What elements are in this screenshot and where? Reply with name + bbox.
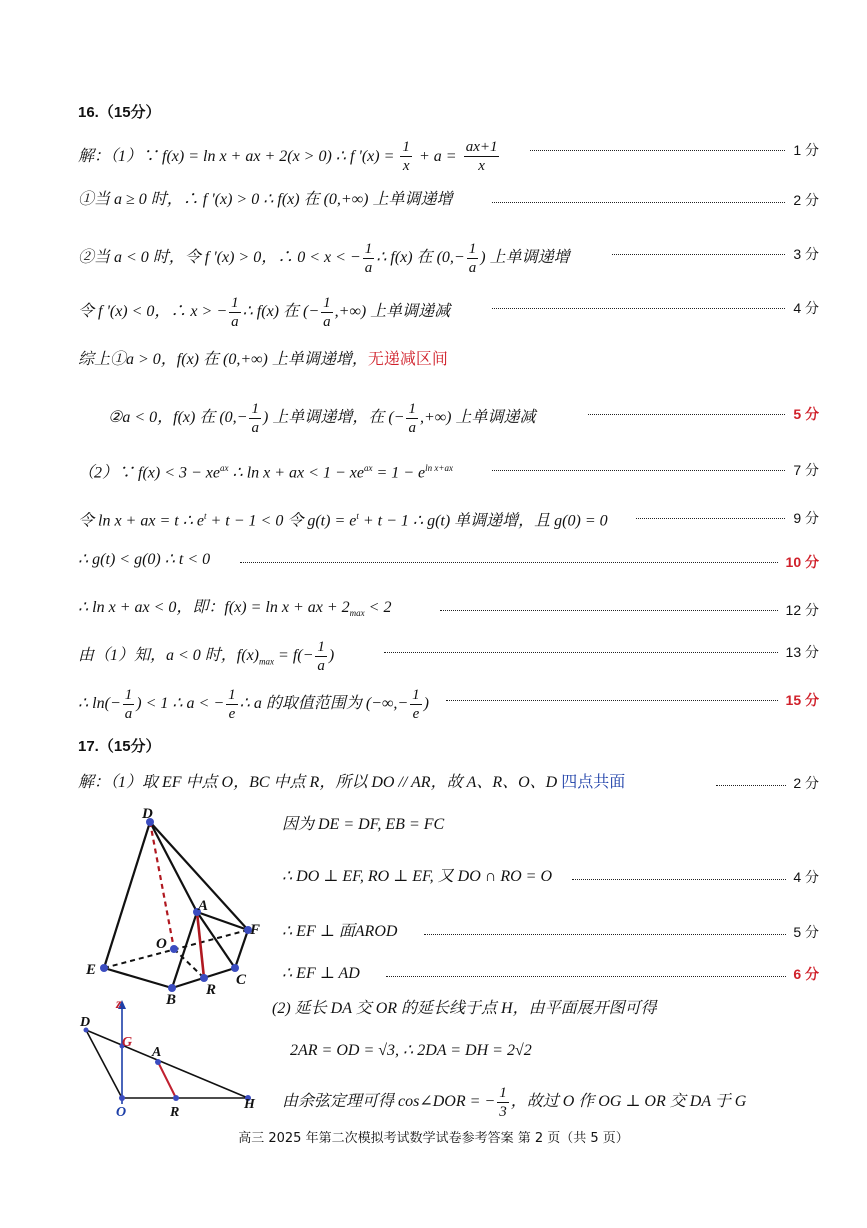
q17-l6-text: (2) 延长 DA 交 OR 的延长线于点 H，由平面展开图可得	[272, 1000, 657, 1017]
label-z: z	[116, 997, 122, 1012]
score-label: 5 分	[793, 924, 819, 940]
fraction: $\frac{1}{a}$	[408, 401, 416, 436]
label-D: D	[80, 1015, 91, 1030]
q16-l1-plus: + a =	[419, 148, 457, 165]
q16-l11-a: 由（1）知，a < 0 时，f(x)	[78, 647, 260, 665]
line-DO	[86, 1030, 122, 1098]
q16-l4-b: ∴ f(x) 在 (−	[242, 303, 320, 321]
q16-title: 16.（15分）	[78, 104, 161, 121]
label-R: R	[170, 1105, 180, 1120]
leader-dots	[440, 610, 778, 611]
q16-line-2	[0, 180, 867, 220]
fraction: $\frac{1}{a}$	[251, 401, 259, 436]
score-label: 5 分	[793, 406, 819, 422]
q16-l10-b: < 2	[364, 599, 392, 616]
q16-l6-a: ②a < 0，f(x) 在 (0,−	[108, 409, 248, 427]
score-label: 7 分	[793, 462, 819, 478]
fraction: $\frac{1}{a}$	[468, 241, 477, 276]
fraction: $\frac{1}{a}$	[317, 639, 325, 674]
q16-line-8	[0, 498, 867, 538]
superscript: t	[356, 511, 359, 521]
score-label: 4 分	[793, 300, 819, 316]
q16-line-5	[0, 340, 867, 380]
q16-l10-a: ∴ ln x + ax < 0，即：f(x) = ln x + ax + 2	[78, 599, 350, 616]
q16-l7-c: = 1 − e	[372, 464, 426, 482]
q16-line-3	[0, 232, 867, 276]
q16-l12-d: )	[423, 695, 429, 713]
q17-l1-text: 解：（1）取 EF 中点 O，BC 中点 R，所以 DO // AR，故 A、R、O、D	[78, 774, 562, 791]
score-label: 15 分	[785, 692, 819, 708]
q16-l8-b: + t − 1 < 0 令 g(t) = e	[206, 512, 357, 530]
q17-l8-a: 由余弦定理可得 cos∠DOR = −	[282, 1093, 496, 1111]
subscript: max	[349, 608, 365, 619]
label-H: H	[244, 1097, 255, 1112]
edge-EB	[104, 968, 172, 988]
leader-dots	[612, 254, 785, 255]
leader-dots	[446, 700, 778, 701]
q16-l7-b: ∴ ln x + ax < 1 − xe	[228, 464, 364, 482]
q16-l11-b: = f(−	[274, 647, 314, 665]
q17-l3-text: ∴ DO ⊥ EF, RO ⊥ EF, 又 DO ∩ RO = O	[282, 868, 553, 885]
figure-pyramid	[80, 806, 270, 1006]
figure-unfolding	[76, 994, 276, 1124]
q16-l5-text: 综上①a > 0，f(x) 在 (0,+∞) 上单调递增，	[78, 351, 368, 368]
q16-line-7	[0, 450, 867, 490]
score-label: 2 分	[793, 192, 819, 208]
q17-l8	[282, 1084, 746, 1121]
q17-l7-text: 2AR = OD = √3, ∴ 2DA = DH = 2√2	[290, 1042, 532, 1059]
q16-l9-text: ∴ g(t) < g(0) ∴ t < 0	[78, 551, 211, 568]
label-A: A	[152, 1045, 162, 1060]
leader-dots	[492, 470, 785, 471]
score-label: 4 分	[793, 869, 819, 885]
edge-DO	[150, 822, 174, 949]
score-label: 13 分	[785, 644, 819, 660]
q16-line-1	[0, 128, 867, 174]
q16-l2-text: ①当 a ≥ 0 时，∴ f '(x) > 0 ∴ f(x) 在 (0,+∞) 上单调递增	[78, 191, 453, 208]
q16-l8-c: + t − 1 ∴ g(t) 单调递增，且 g(0) = 0	[358, 512, 608, 530]
q16-l11-c: )	[328, 647, 335, 665]
q16-l4-c: ,+∞) 上单调递减	[334, 303, 451, 321]
label-R: R	[206, 982, 217, 998]
q16-line-11	[0, 632, 867, 672]
q17-l2-text: 因为 DE = DF, EB = FC	[282, 816, 445, 833]
leader-dots	[492, 308, 785, 309]
q16-l1-lead: 解：（1）∵ f(x) = ln x + ax + 2(x > 0) ∴ f '(x) =	[78, 148, 399, 165]
label-F: F	[250, 922, 261, 938]
q16-l8-a: 令 ln x + ax = t ∴ e	[78, 512, 204, 530]
leader-dots	[572, 879, 786, 880]
edge-OR	[174, 949, 204, 978]
q17-line-1	[0, 765, 867, 805]
q16-l3-b: ∴ f(x) 在 (0,−	[376, 249, 465, 267]
fraction: $\frac{1}{a}$	[124, 687, 133, 722]
q16-l3-a: ②当 a < 0 时，令 f '(x) > 0，∴ 0 < x < −	[78, 249, 361, 267]
q16-line-12	[0, 680, 867, 720]
q16-l5-red: 无递减区间	[367, 351, 448, 368]
label-D: D	[142, 806, 153, 822]
fraction: $\frac{1}{e}$	[412, 687, 420, 722]
q16-line-10	[0, 590, 867, 630]
label-B: B	[166, 992, 177, 1006]
superscript: ax	[220, 463, 229, 473]
score-label: 6 分	[793, 966, 819, 982]
q16-line-6	[0, 392, 867, 436]
score-label: 9 分	[793, 510, 819, 526]
leader-dots	[424, 934, 786, 935]
superscript: ln x+ax	[425, 463, 453, 473]
label-C: C	[236, 972, 247, 988]
score-label: 3 分	[793, 246, 819, 262]
leader-dots	[386, 976, 786, 977]
label-O: O	[116, 1105, 127, 1120]
label-O: O	[156, 936, 167, 952]
q16-line-4	[0, 286, 867, 330]
label-E: E	[86, 962, 97, 978]
q17-l4-text: ∴ EF ⊥ 面AROD	[282, 923, 398, 940]
q16-l12-c: ∴ a 的取值范围为 (−∞,−	[239, 695, 409, 713]
q17-l8-b: ，故过 O 作 OG ⊥ OR 交 DA 于 G	[510, 1093, 747, 1111]
line-DH	[86, 1030, 248, 1098]
fraction: $\frac{1}{e}$	[228, 687, 236, 722]
q16-l12-a: ∴ ln(−	[78, 695, 121, 713]
label-A: A	[198, 898, 209, 914]
q16-l3-c: ) 上单调递增	[480, 249, 570, 267]
leader-dots	[530, 150, 785, 151]
q16-l6-b: ) 上单调递增，在 (−	[262, 409, 405, 427]
label-G: G	[122, 1035, 133, 1050]
leader-dots	[636, 518, 785, 519]
leader-dots	[492, 202, 785, 203]
leader-dots	[716, 785, 786, 786]
page-footer: 高三 2025 年第二次模拟考试数学试卷参考答案 第 2 页（共 5 页）	[238, 1131, 629, 1146]
subscript: max	[259, 656, 275, 667]
edge-DE	[104, 822, 150, 968]
q16-l7-a: （2）∵ f(x) < 3 − xe	[78, 464, 221, 482]
q16-l4-a: 令 f '(x) < 0，∴ x > −	[78, 303, 228, 321]
score-label: 1 分	[793, 142, 819, 158]
score-label: 12 分	[785, 602, 819, 618]
score-label: 10 分	[785, 554, 819, 570]
q17-l1-blue: 四点共面	[561, 774, 626, 791]
leader-dots	[588, 414, 785, 415]
fraction: $\frac{1}{a}$	[231, 295, 239, 330]
leader-dots	[384, 652, 778, 653]
q17-title: 17.（15分）	[78, 738, 161, 755]
fraction: $\frac{ax+1}{x}$	[465, 139, 498, 174]
q16-l6-c: ,+∞) 上单调递减	[419, 409, 536, 427]
superscript: ax	[363, 463, 373, 473]
leader-dots	[240, 562, 778, 563]
fraction: $\frac{1}{a}$	[364, 241, 373, 276]
fraction: $\frac{1}{x}$	[402, 139, 410, 174]
fraction: $\frac{1}{a}$	[323, 295, 331, 330]
superscript: t	[203, 511, 207, 521]
fraction: $\frac{1}{3}$	[499, 1085, 507, 1120]
q16-line-9	[0, 542, 867, 582]
edge-CF	[235, 930, 248, 968]
q17-l5-text: ∴ EF ⊥ AD	[282, 965, 360, 982]
score-label: 2 分	[793, 775, 819, 791]
q16-l12-b: ) < 1 ∴ a < −	[136, 695, 225, 713]
